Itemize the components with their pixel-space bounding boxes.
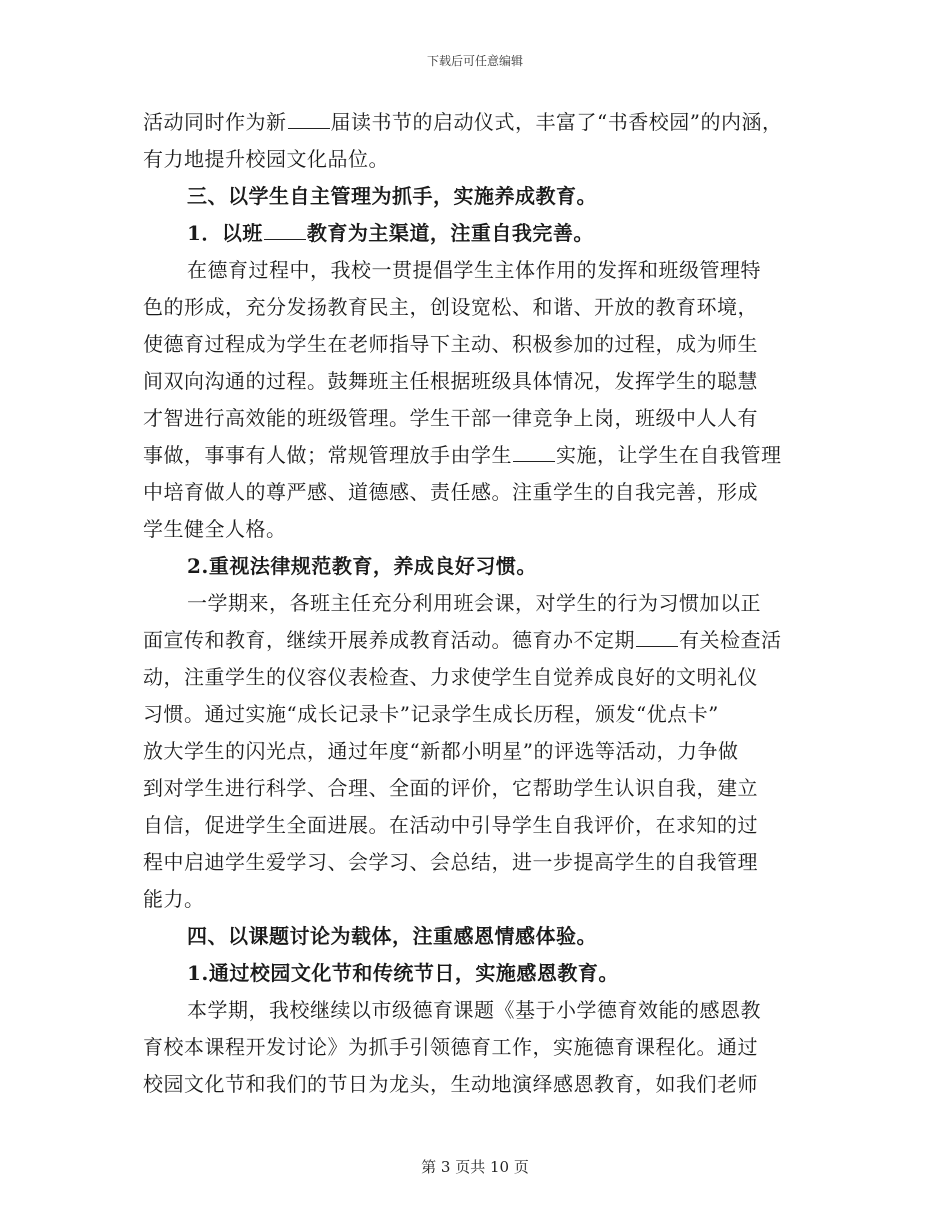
text-line bbox=[143, 363, 813, 400]
text-line bbox=[143, 289, 813, 326]
fill-in-blank bbox=[636, 624, 678, 647]
fill-in-blank bbox=[264, 217, 306, 240]
page-header: 下载后可任意编辑 bbox=[426, 54, 523, 68]
text-segment: 2.重视法律规范教育，养成良好习惯。 bbox=[187, 554, 537, 578]
text-segment: 学生健全人格。 bbox=[143, 517, 287, 541]
text-segment: 四、以课题讨论为载体，注重感恩情感体验。 bbox=[187, 924, 597, 948]
text-segment: 实施，让学生在自我管理 bbox=[556, 443, 782, 467]
fill-in-blank bbox=[513, 439, 555, 462]
text-line bbox=[143, 326, 813, 363]
text-segment: 事做，事事有人做；常规管理放手由学生 bbox=[143, 443, 512, 467]
text-line bbox=[143, 622, 813, 659]
text-segment: 活动同时作为新 bbox=[143, 110, 287, 134]
text-segment: 间双向沟通的过程。鼓舞班主任根据班级具体情况，发挥学生的聪慧 bbox=[143, 369, 758, 393]
text-line bbox=[143, 104, 813, 141]
text-segment: 校园文化节和我们的节日为龙头，生动地演绎感恩教育，如我们老师 bbox=[143, 1072, 758, 1096]
text-line bbox=[143, 437, 813, 474]
text-line bbox=[143, 696, 813, 733]
text-segment: 色的形成，充分发扬教育民主，创设宽松、和谐、开放的教育环境， bbox=[143, 295, 758, 319]
text-segment: 能力。 bbox=[143, 887, 205, 911]
text-segment: 三、以学生自主管理为抓手，实施养成教育。 bbox=[187, 184, 597, 208]
text-segment: 教育为主渠道，注重自我完善。 bbox=[306, 221, 594, 245]
section-heading bbox=[143, 955, 813, 992]
fill-in-blank bbox=[288, 106, 330, 129]
text-segment: 到对学生进行科学、合理、全面的评价，它帮助学生认识自我，建立 bbox=[143, 776, 758, 800]
text-segment: 面宣传和教育，继续开展养成教育活动。德育办不定期 bbox=[143, 628, 635, 652]
text-segment: 习惯。通过实施“成长记录卡”记录学生成长历程，颁发“优点卡” bbox=[143, 702, 719, 726]
text-line bbox=[143, 474, 813, 511]
text-segment: 1．以班 bbox=[187, 221, 263, 245]
text-segment: 一学期来，各班主任充分利用班会课，对学生的行为习惯加以正 bbox=[187, 591, 761, 615]
text-segment: 自信，促进学生全面进展。在活动中引导学生自我评价，在求知的过 bbox=[143, 813, 758, 837]
text-line bbox=[143, 511, 813, 548]
text-line bbox=[143, 659, 813, 696]
text-segment: 有关检查活 bbox=[679, 628, 782, 652]
text-line bbox=[143, 1066, 813, 1103]
section-heading bbox=[143, 215, 813, 252]
section-heading bbox=[143, 548, 813, 585]
text-line bbox=[143, 141, 813, 178]
text-line bbox=[143, 881, 813, 918]
text-segment: 中培育做人的尊严感、道德感、责任感。注重学生的自我完善，形成 bbox=[143, 480, 758, 504]
text-segment: 有力地提升校园文化品位。 bbox=[143, 147, 389, 171]
text-segment: 才智进行高效能的班级管理。学生干部一律竞争上岗，班级中人人有 bbox=[143, 406, 758, 430]
text-line bbox=[143, 844, 813, 881]
text-segment: 届读书节的启动仪式，丰富了“书香校园”的内涵， bbox=[330, 110, 783, 134]
document-body bbox=[143, 104, 813, 1103]
section-heading bbox=[143, 918, 813, 955]
text-segment: 使德育过程成为学生在老师指导下主动、积极参加的过程，成为师生 bbox=[143, 332, 758, 356]
text-segment: 本学期，我校继续以市级德育课题《基于小学德育效能的感恩教 bbox=[187, 998, 761, 1022]
text-segment: 1.通过校园文化节和传统节日，实施感恩教育。 bbox=[187, 961, 619, 985]
text-line bbox=[143, 770, 813, 807]
text-line bbox=[143, 585, 813, 622]
text-line bbox=[143, 807, 813, 844]
text-segment: 育校本课程开发讨论》为抓手引领德育工作，实施德育课程化。通过 bbox=[143, 1035, 758, 1059]
text-segment: 程中启迪学生爱学习、会学习、会总结，进一步提高学生的自我管理 bbox=[143, 850, 758, 874]
text-line bbox=[143, 992, 813, 1029]
page-footer: 第 3 页共 10 页 bbox=[421, 1158, 529, 1176]
text-segment: 动，注重学生的仪容仪表检查、力求使学生自觉养成良好的文明礼仪 bbox=[143, 665, 758, 689]
text-line bbox=[143, 733, 813, 770]
text-line bbox=[143, 400, 813, 437]
section-heading bbox=[143, 178, 813, 215]
text-segment: 放大学生的闪光点，通过年度“新都小明星”的评选等活动，力争做 bbox=[143, 739, 739, 763]
text-line bbox=[143, 1029, 813, 1066]
text-segment: 在德育过程中，我校一贯提倡学生主体作用的发挥和班级管理特 bbox=[187, 258, 761, 282]
text-line bbox=[143, 252, 813, 289]
